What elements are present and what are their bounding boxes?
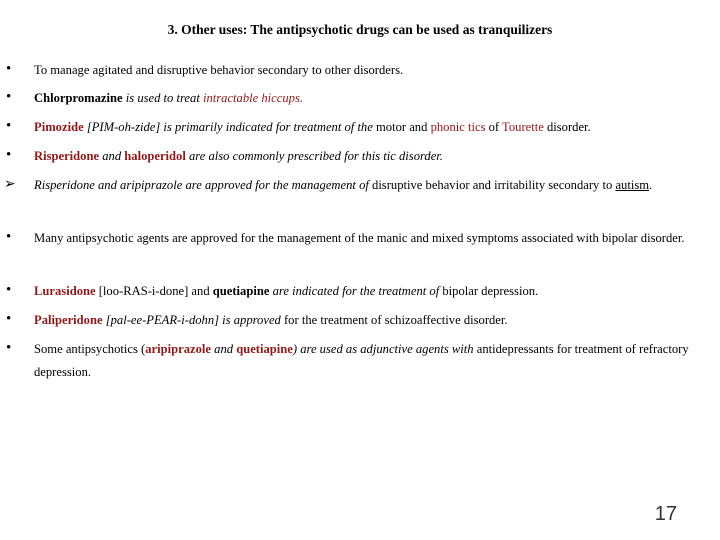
item-text: Risperidone and aripiprazole are approved for the management of bbox=[34, 178, 373, 192]
drug-name: Chlorpromazine bbox=[34, 91, 123, 105]
item-text-highlight: phonic tics bbox=[430, 120, 486, 134]
item-text: and bbox=[211, 342, 237, 356]
item-text-highlight: intractable hiccups. bbox=[202, 91, 303, 105]
item-text: is used to treat bbox=[122, 91, 203, 105]
item-text: are also commonly prescribed for this tic disorder. bbox=[185, 149, 443, 163]
drug-name: Pimozide bbox=[34, 120, 84, 134]
item-text: antidepressants for treatment of refractory depression. bbox=[34, 342, 689, 379]
list-item bbox=[6, 116, 714, 139]
list-item bbox=[6, 227, 714, 250]
item-text: disorder. bbox=[543, 120, 591, 134]
item-text: motor and bbox=[375, 120, 431, 134]
item-text: for the treatment of schizoaffective disorder. bbox=[283, 313, 508, 327]
item-text: Some antipsychotics ( bbox=[34, 342, 146, 356]
drug-name: quetiapine bbox=[236, 342, 293, 356]
item-text: [pal-ee-PEAR-i-dohn] is approved bbox=[102, 313, 284, 327]
list-item bbox=[6, 338, 714, 384]
item-text: [PIM-oh-zide] is primarily indicated for treatment of the bbox=[83, 120, 376, 134]
item-text-highlight: Tourette bbox=[502, 120, 544, 134]
drug-name: Paliperidone bbox=[34, 313, 103, 327]
drug-name: haloperidol bbox=[124, 149, 186, 163]
item-text: disruptive behavior and irritability secondary to bbox=[372, 178, 616, 192]
bullet: • bbox=[6, 118, 12, 134]
item-text: . bbox=[649, 178, 653, 192]
item-text: To manage agitated and disruptive behavior secondary to other disorders. bbox=[34, 63, 404, 77]
drug-name: aripiprazole bbox=[145, 342, 211, 356]
item-text: bipolar depression. bbox=[442, 284, 539, 298]
item-text: and bbox=[99, 149, 125, 163]
item-text: of bbox=[485, 120, 503, 134]
item-text: Many antipsychotic agents are approved for the management of the manic and mixed symptoms associated with bipolar disorder. bbox=[34, 231, 685, 245]
bullet: • bbox=[6, 282, 12, 298]
list-item bbox=[6, 87, 714, 110]
list-item bbox=[6, 59, 714, 82]
item-text-underlined: autism bbox=[615, 178, 650, 192]
bullet: • bbox=[6, 89, 12, 105]
bullet: • bbox=[6, 340, 12, 356]
slide-title: 3. Other uses: The antipsychotic drugs can be used as tranquilizers bbox=[167, 22, 553, 37]
bullet: • bbox=[6, 147, 12, 163]
page-number: 17 bbox=[654, 503, 677, 525]
bullet: • bbox=[6, 311, 12, 327]
drug-name: quetiapine bbox=[212, 284, 270, 298]
list-item bbox=[4, 174, 714, 197]
item-text: are indicated for the treatment of bbox=[269, 284, 443, 298]
arrow-bullet-icon: ➢ bbox=[4, 177, 16, 192]
item-text: ) are used as adjunctive agents with bbox=[292, 342, 477, 356]
bullet: • bbox=[6, 61, 12, 77]
drug-name: Risperidone bbox=[34, 149, 100, 163]
list-item bbox=[6, 309, 714, 332]
list-item bbox=[6, 145, 714, 168]
bullet: • bbox=[6, 229, 12, 245]
list-item bbox=[6, 280, 714, 303]
drug-name: Lurasidone bbox=[34, 284, 96, 298]
item-text: [loo-RAS-i-done] and bbox=[95, 284, 213, 298]
